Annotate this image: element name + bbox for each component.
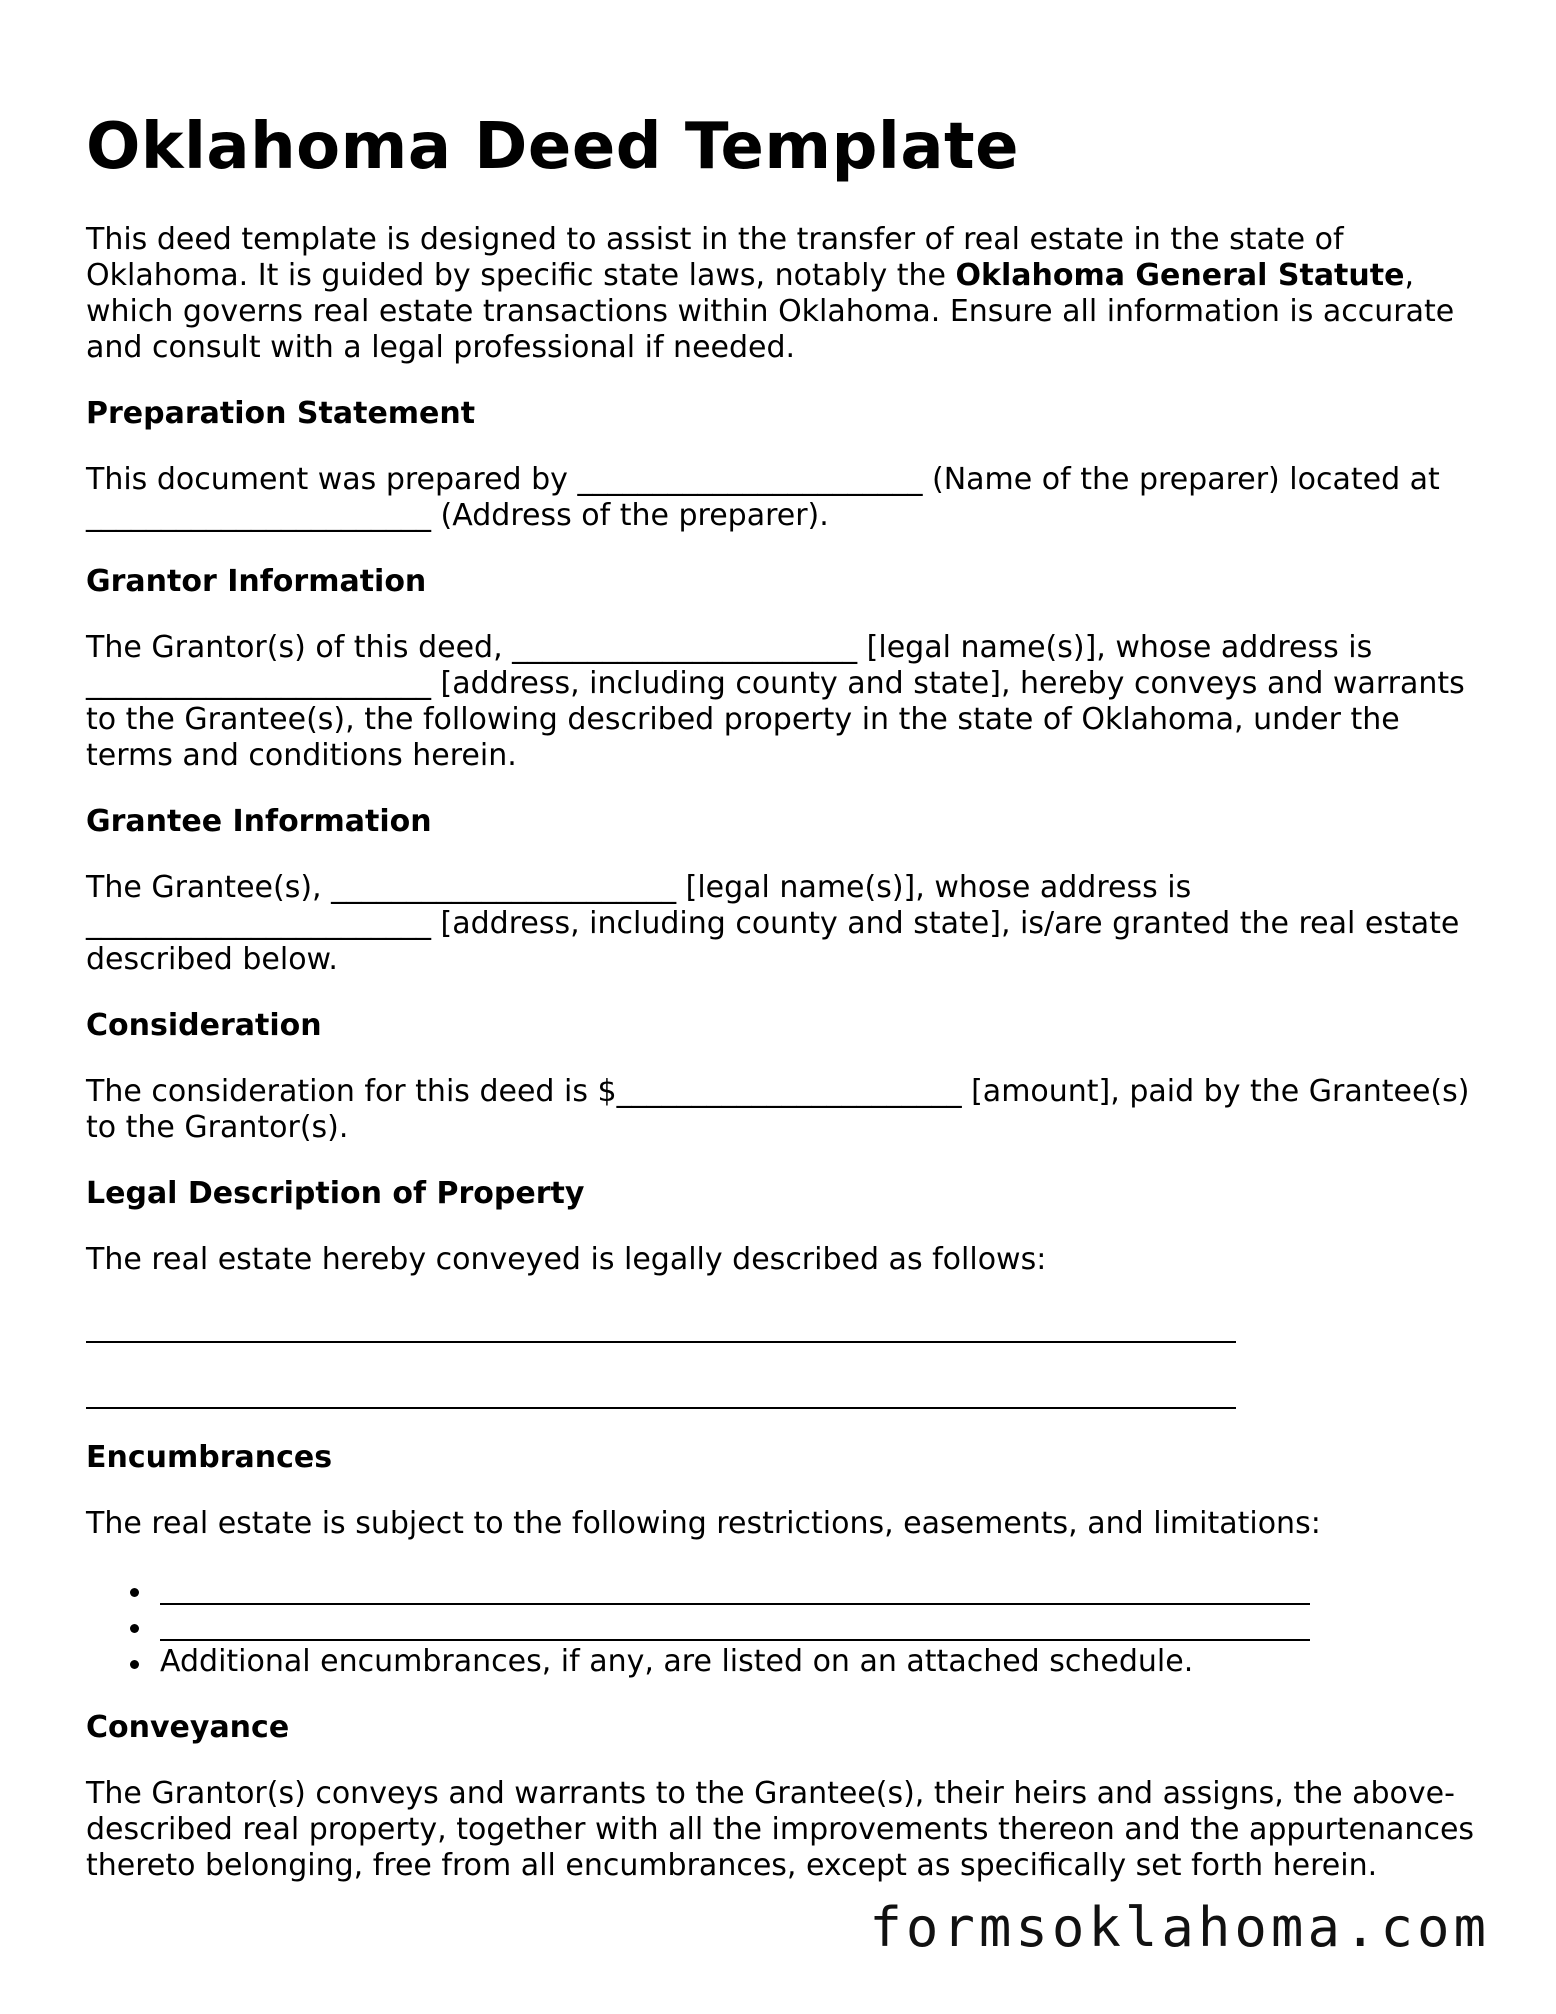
preparation-heading: Preparation Statement	[86, 396, 476, 431]
legal-description-text: The real estate hereby conveyed is legally described as follows:	[86, 1242, 1047, 1277]
grantor-text: The Grantor(s) of this deed, _______________________ [legal name(s)], whose address is _______________________ [address, including county and state], hereby conveys and warrants to the Grantee(s), the following described property in the state of Oklahoma, under the terms and conditions herein.	[86, 630, 1465, 773]
encumbrances-heading: Encumbrances	[86, 1440, 333, 1475]
grantee-heading: Grantee Information	[86, 804, 432, 839]
list-item: Additional encumbrances, if any, are listed on an attached schedule.	[160, 1644, 1486, 1680]
preparation-text: This document was prepared by _______________________ (Name of the preparer) located at _______________________ (Address of the preparer).	[86, 462, 1440, 533]
legal-description-heading: Legal Description of Property	[86, 1176, 585, 1211]
intro-text-after: , which governs real estate transactions within Oklahoma. Ensure all information is accurate and consult with a legal professional if needed.	[86, 258, 1455, 365]
list-item	[160, 1572, 1486, 1608]
page-title: Oklahoma Deed Template	[86, 110, 1019, 184]
document-page	[86, 108, 1486, 1884]
legal-description-blank-2	[86, 1374, 1486, 1410]
consideration-heading: Consideration	[86, 1008, 322, 1043]
intro-paragraph	[86, 222, 1466, 366]
encumbrance-blank-1	[160, 1572, 1310, 1605]
conveyance-text: The Grantor(s) conveys and warrants to the Grantee(s), their heirs and assigns, the above-described real property, together with all the improvements thereon and the appurtenances thereto belonging, free from all encumbrances, except as specifically set forth herein.	[86, 1776, 1475, 1883]
encumbrances-list	[86, 1572, 1486, 1680]
encumbrances-text: The real estate is subject to the following restrictions, easements, and limitations:	[86, 1506, 1321, 1541]
consideration-text: The consideration for this deed is $_______________________ [amount], paid by the Grantee(s) to the Grantor(s).	[86, 1074, 1470, 1145]
intro-statute-name: Oklahoma General Statute	[955, 258, 1405, 293]
conveyance-heading: Conveyance	[86, 1710, 290, 1745]
legal-description-blank-1	[86, 1308, 1486, 1344]
intro-text-before: This deed template is designed to assist in the transfer of real estate in the state of Oklahoma. It is guided by specific state laws, notably the	[86, 222, 1344, 293]
site-watermark: formsoklahoma.com	[869, 1896, 1490, 1959]
encumbrance-blank-2	[160, 1608, 1310, 1641]
grantor-heading: Grantor Information	[86, 564, 427, 599]
grantee-text: The Grantee(s), _______________________ [legal name(s)], whose address is _______________________ [address, including county and state], is/are granted the real estate described below.	[86, 870, 1460, 977]
list-item	[160, 1608, 1486, 1644]
